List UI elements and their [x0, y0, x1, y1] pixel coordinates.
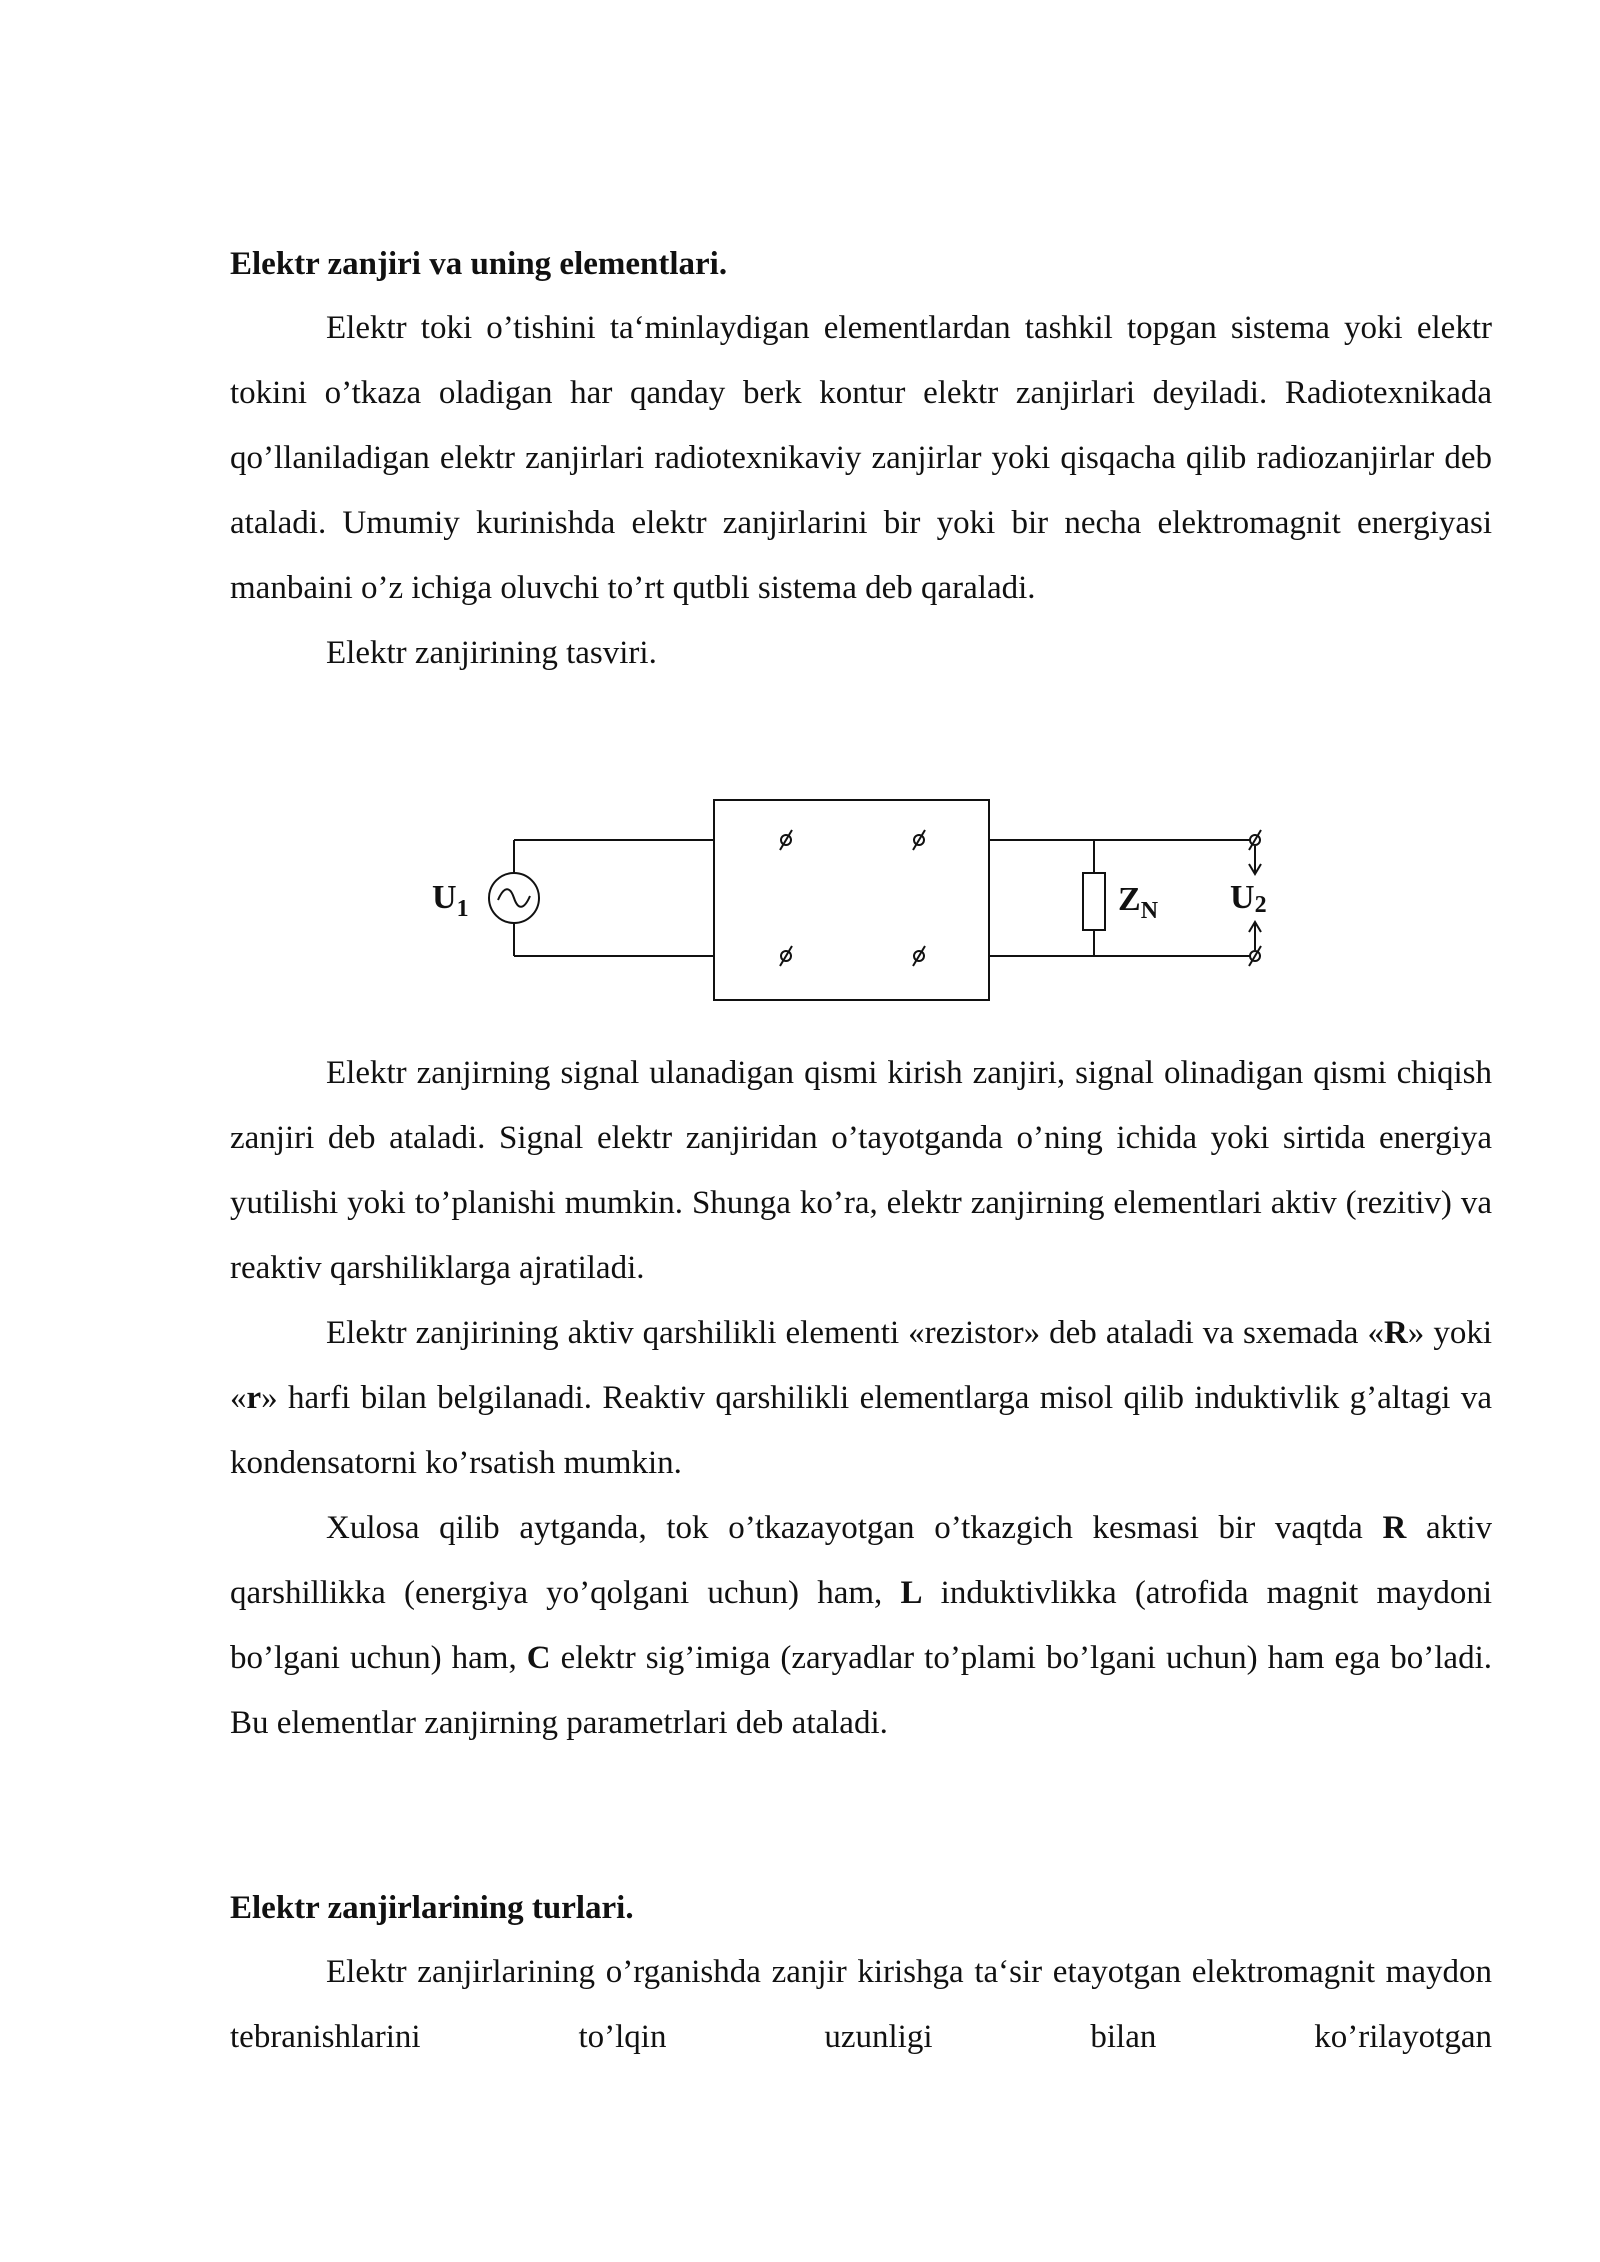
main-text-block [230, 1041, 1492, 1756]
section-title-circuit-types: Elektr zanjirlarining turlari. [230, 1890, 634, 1926]
paragraph-conclusion: Xulosa qilib aytganda, tok o’tkazayotgan o’tkazgich kesmasi bir vaqtda R aktiv qarshillikka (energiya yo’qolgani uchun) ham, L induktivlikka (atrofida magnit maydoni bo’lgani uchun) ham, C elektr sig’imiga (zaryadlar to’plami bo’lgani uchun) ham ega bo’ladi. Bu elementlar zanjirning parametrlari deb ataladi. [230, 1510, 1493, 1741]
load-impedance-resistor [1083, 873, 1105, 930]
section-title-circuit-elements: Elektr zanjiri va uning elementlari. [230, 246, 728, 282]
terminal-markers [780, 830, 1261, 966]
label-zn: $Z_N$ [1118, 881, 1159, 924]
circuit-diagram [400, 790, 1300, 1020]
two-port-box [714, 800, 989, 1000]
paragraph-circuit-types: Elektr zanjirlarining o’rganishda zanjir kirishga ta‘sir etayotgan elektromagnit maydon tebranishlarini to’lqin uzunligi bilan ko’rilayotgan [230, 1954, 1492, 2055]
paragraph-input-output: Elektr zanjirning signal ulanadigan qismi kirish zanjiri, signal olinadigan qismi chiqish zanjiri deb ataladi. Signal elektr zanjiridan o’tayotganda o’ning ichida yoki sirtida energiya yutilishi yoki to’planishi mumkin. Shunga ko’ra, elektr zanjirning elementlari aktiv (rezitiv) va reaktiv qarshiliklarga ajratiladi. [230, 1055, 1492, 1286]
label-u2: U2 [1230, 879, 1267, 918]
intro-text-block [230, 296, 1492, 686]
label-u1: $U_1$ [432, 879, 469, 922]
paragraph-definition: Elektr toki o’tishini ta‘minlaydigan elementlardan tashkil topgan sistema yoki elektr tokini o’tkaza oladigan har qanday berk kontur elektr zanjirlari deyiladi. Radiotexnikada qo’llaniladigan elektr zanjirlari radiotexnikaviy zanjirlar yoki qisqacha qilib radiozanjirlar deb ataladi. Umumiy kurinishda elektr zanjirlarini bir yoki bir necha elektromagnit energiyasi manbaini o’z ichiga oluvchi to’rt qutbli sistema deb qaraladi. [230, 310, 1492, 606]
sine-wave-icon [498, 889, 530, 907]
paragraph-resistor: Elektr zanjirining aktiv qarshilikli elementi «rezistor» deb ataladi va sxemada «R» yoki «r» harfi bilan belgilanadi. Reaktiv qarshilikli elementlarga misol qilib induktivlik g’altagi va kondensatorni ko’rsatish mumkin. [230, 1315, 1492, 1481]
section2-text-block [230, 1940, 1492, 2070]
paragraph-diagram-caption: Elektr zanjirining tasviri. [326, 635, 657, 671]
